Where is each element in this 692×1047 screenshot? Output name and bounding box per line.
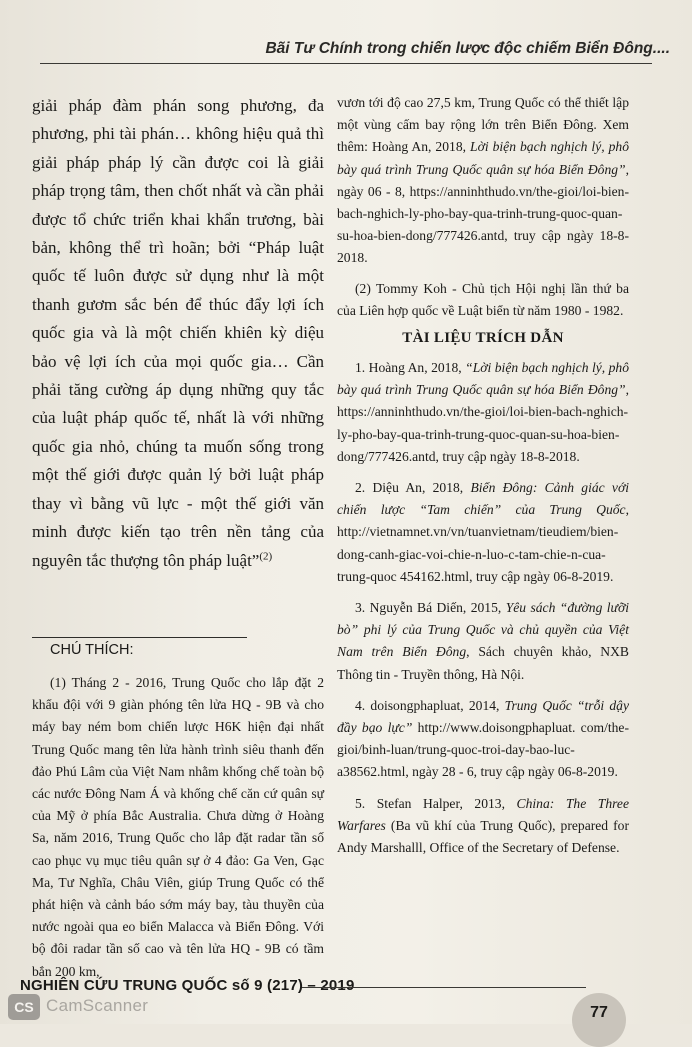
reference-lead: 2. Diệu An, 2018, bbox=[355, 480, 464, 496]
note-1-cont-text: vươn tới độ cao 27,5 km, Trung Quốc có thể thiết lập một vùng cấm bay rộng lớn trên Biển Đông. Xem thêm: Hoàng An, 2018, bbox=[337, 95, 629, 155]
spacer bbox=[32, 658, 324, 672]
reference-rest: , Sách chuyên khảo, NXB Thông tin - Truyền thông, Hà Nội. bbox=[337, 644, 629, 682]
page-number: 77 bbox=[590, 1004, 608, 1021]
reference-lead: 4. doisongphapluat, 2014, bbox=[355, 697, 500, 713]
reference-item bbox=[337, 477, 629, 588]
reference-rest: , http://vietnamnet.vn/vn/tuanvietnam/tieudiem/bien-dong-canh-giac-voi-chie-n-luo-c-tam-chie-n-cua-trung-quoc 454162.html, truy cập ngày 06-8-2019. bbox=[337, 502, 629, 584]
reference-rest: (Ba vũ khí của Trung Quốc), prepared for Andy Marshalll, Office of the Secretary of Defense. bbox=[337, 817, 629, 856]
reference-lead: 1. Hoàng An, 2018, bbox=[355, 360, 462, 376]
reference-title: Trung Quốc “trỗi dậy đầy bạo lực” bbox=[337, 697, 629, 736]
reference-title: China: The Three Warfares bbox=[337, 795, 629, 833]
reference-lead: 5. Stefan Halper, 2013, bbox=[355, 795, 505, 811]
reference-lead: 3. Nguyễn Bá Diến, 2015, bbox=[355, 600, 502, 616]
body-text: giải pháp đàm phán song phương, đa phương, phi tài phán… không hiệu quả thì giải pháp pháp lý cần được coi là giải pháp trọng tâm, then chốt nhất và cần phải được tổ chức triển khai khẩn trương, bài bản, không thể trì hoãn; bởi “Pháp luật quốc tế luôn được sử dụng như là một thanh gươm sắc bén để thúc đẩy lợi ích quốc gia và là một chiến khiên kỳ diệu bảo vệ lợi ích của mọi quốc gia… Cần phải tăng cường áp dụng những quy tắc của luật pháp quốc tế, nhất là với những quốc gia nhỏ, chúng ta muốn sống trong một thế giới được quản lý bởi luật pháp thay vì bằng vũ lực - một thế giới văn minh được kiến tạo trên nền tảng của nguyên tắc thượng tôn pháp luật” bbox=[32, 96, 324, 570]
reference-rest: http://www.doisongphapluat. com/the-gioi/binh-luan/trung-quoc-troi-day-bao-luc-a38562.html, ngày 28 - 6, truy cập ngày 06-8-2019. bbox=[337, 720, 629, 780]
notes-rule bbox=[32, 637, 247, 638]
note-1-cont-title: Lời biện bạch nghịch lý, phô bày quá trình Trung Quốc quân sự hóa Biển Đông” bbox=[337, 139, 630, 177]
reference-title: “Lời biện bạch nghịch lý, phô bày quá trình Trung Quốc quân sự hóa Biển Đông” bbox=[337, 360, 630, 398]
reference-title: Yêu sách “đường lưỡi bò” phi lý của Trung Quốc và chủ quyền của Việt Nam trên Biển Đông bbox=[337, 600, 629, 660]
right-column bbox=[337, 92, 629, 868]
running-header: Bãi Tư Chính trong chiến lược độc chiếm Biển Đông.... bbox=[265, 40, 670, 57]
references-heading: TÀI LIỆU TRÍCH DẪN bbox=[402, 330, 564, 347]
body-note-ref: (2) bbox=[259, 549, 273, 562]
notes-title: CHÚ THÍCH: bbox=[50, 641, 134, 658]
reference-item bbox=[337, 793, 629, 860]
reference-rest: , https://anninhthudo.vn/the-gioi/loi-bien-bach-nghich-ly-pho-bay-qua-trinh-trung-quoc-quan-su-hoa-bien-dong/777426.antd, truy cập ngày 18-8-2018. bbox=[337, 382, 629, 464]
reference-item bbox=[337, 597, 629, 686]
body-paragraph bbox=[32, 92, 324, 575]
left-column bbox=[32, 92, 324, 983]
note-1-cont-tail: , ngày 06 - 8, https://anninhthudo.vn/the-gioi/loi-bien-bach-nghich-ly-pho-bay-qua-trinh-trung-quoc-quan-su-hoa-bien-dong/777426.antd, truy cập ngày 18-8-2018. bbox=[337, 161, 629, 266]
journal-name: NGHIÊN CỨU TRUNG QUỐC bbox=[20, 977, 228, 994]
header-rule bbox=[40, 63, 652, 64]
camscanner-watermark: CamScanner bbox=[46, 996, 149, 1015]
spacer bbox=[32, 575, 324, 637]
footer-rule bbox=[302, 987, 586, 988]
footer-journal bbox=[20, 977, 355, 994]
note-1: (1) Tháng 2 - 2016, Trung Quốc cho lắp đặt 2 khẩu đội với 9 giàn phóng tên lửa HQ - 9B và cho máy bay ném bom chiến lược H6K hiện đại nhất Trung Quốc mang tên lửa hành trình siêu thanh đến đảo Phú Lâm của Việt Nam nhằm khống chế toàn bộ các nước Đông Nam Á và khống chế căn cứ quân sự của Mỹ ở phía Bắc Australia. Chưa dừng ở Hoàng Sa, năm 2016, Trung Quốc cho lắp đặt radar tần số cao phục vụ mục tiêu quân sự ở 4 đảo: Ga Ven, Gạc Ma, Tư Nghĩa, Châu Viên, giúp Trung Quốc có thể phát hiện và cảnh báo sớm máy bay, tàu thuyền của nước ngoài qua eo biển Malacca và Biển Đông. Với bộ đôi radar tần số cao và tên lửa HQ - 9B có tầm bắn 200 km, bbox=[32, 674, 324, 979]
note-1-continued bbox=[337, 92, 629, 270]
note-2: (2) Tommy Koh - Chủ tịch Hội nghị lần thứ ba của Liên hợp quốc về Luật biển từ năm 1980 - 1982. bbox=[337, 280, 629, 318]
spacer bbox=[337, 270, 629, 278]
reference-title: Biển Đông: Cảnh giác với chiến lược “Tam chiến” của Trung Quốc bbox=[337, 480, 629, 518]
journal-issue: số 9 (217) – 2019 bbox=[231, 977, 355, 994]
reference-item bbox=[337, 357, 629, 468]
camscanner-logo-icon: CS bbox=[8, 994, 40, 1020]
reference-item bbox=[337, 695, 629, 784]
